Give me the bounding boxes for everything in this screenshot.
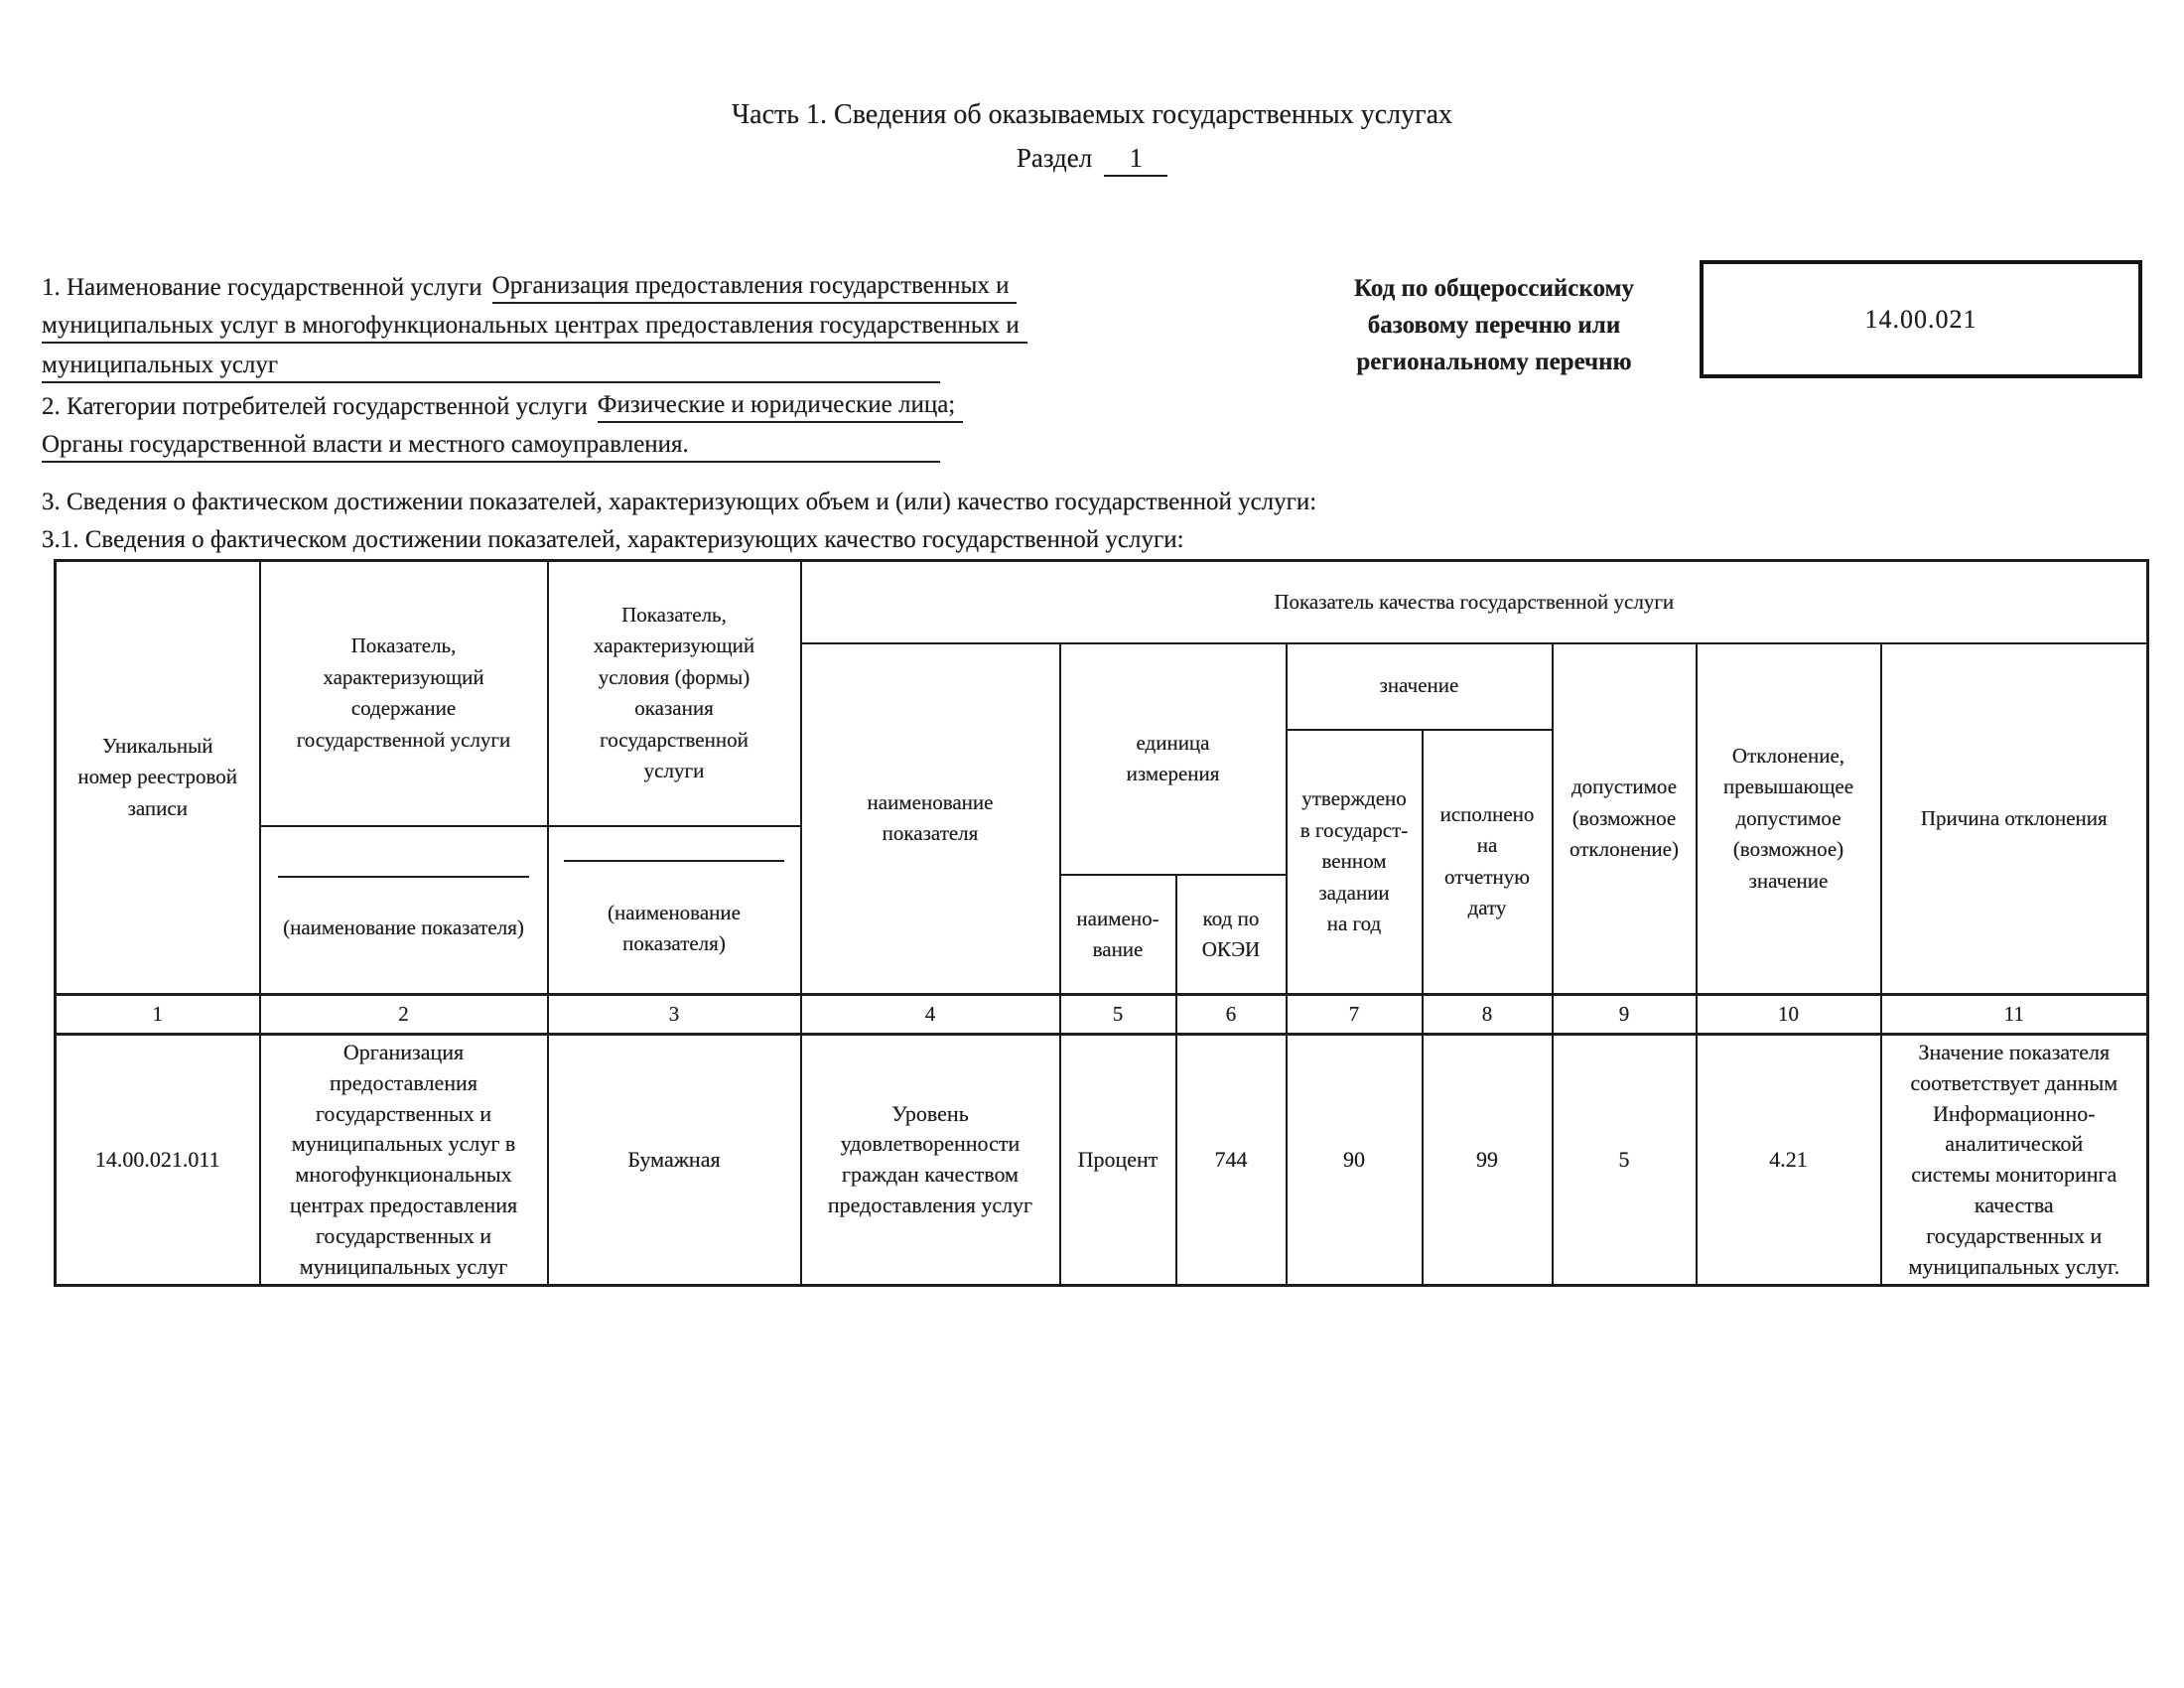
code-registry-label: Код по общероссийскому базовому перечню или региональному перечню: [1353, 275, 1635, 375]
header-unit-code: код по ОКЭИ: [1176, 875, 1287, 994]
underline-filler: [697, 453, 940, 463]
column-numbers-row: [56, 995, 2148, 1035]
header-unit-name: наимено- вание: [1060, 875, 1176, 994]
service-name-line-3: [42, 344, 940, 383]
section-3-1-text: 3.1. Сведения о фактическом достижении показателей, характеризующих качество государственной услуги:: [42, 526, 1184, 553]
cell-excess-deviation: 4.21: [1697, 1035, 1881, 1286]
consumers-label: 2. Категории потребителей государственной услуги: [42, 393, 588, 420]
cell-indicator-name: Уровень удовлетворенности граждан качеством предоставления услуг: [801, 1035, 1060, 1286]
service-name-value-1: Организация предоставления государственных и: [492, 272, 1018, 304]
quality-indicators-table: [54, 559, 2149, 1287]
header-indicator-name: наименование показателя: [801, 643, 1060, 995]
header-approved: утверждено в государст- венном задании на год: [1287, 730, 1423, 995]
consumers-line-2: [42, 423, 940, 463]
header-unit-group: единица измерения: [1060, 643, 1287, 876]
header-quality-banner: Показатель качества государственной услуги: [801, 561, 2148, 643]
header-content-indicator-sub: [260, 826, 548, 995]
cell-registry-number: 14.00.021.011: [56, 1035, 260, 1286]
header-form-indicator-sub: [548, 826, 801, 995]
code-box: [1700, 260, 2142, 378]
content-indicator-sub-label: (наименование показателя): [283, 915, 524, 940]
service-name-value-3: муниципальных услуг: [42, 352, 286, 383]
column-number: 1: [56, 995, 260, 1035]
cell-executed: 99: [1423, 1035, 1553, 1286]
column-number: 9: [1553, 995, 1697, 1035]
consumers-value-2: Органы государственной власти и местного самоуправления.: [42, 431, 697, 463]
service-name-line-2: [42, 304, 1020, 344]
section-number: 1: [1104, 143, 1167, 177]
column-number: 3: [548, 995, 801, 1035]
signature-line: [564, 860, 784, 862]
header-deviation-reason: Причина отклонения: [1881, 643, 2148, 995]
header-form-indicator: Показатель, характеризующий условия (формы) оказания государственной услуги: [548, 561, 801, 826]
header-registry-number: Уникальный номер реестровой записи: [56, 561, 260, 995]
column-number: 2: [260, 995, 548, 1035]
form-indicator-sub-label: (наименование показателя): [608, 900, 741, 955]
cell-unit-code: 744: [1176, 1035, 1287, 1286]
column-number: 11: [1881, 995, 2148, 1035]
cell-form-indicator: Бумажная: [548, 1035, 801, 1286]
header-executed: исполнено на отчетную дату: [1423, 730, 1553, 995]
column-number: 7: [1287, 995, 1423, 1035]
service-name-label: 1. Наименование государственной услуги: [42, 274, 482, 301]
cell-unit-name: Процент: [1060, 1035, 1176, 1286]
column-number: 4: [801, 995, 1060, 1035]
service-info-block: [42, 264, 1020, 463]
cell-content-indicator: Организация предоставления государственных и муниципальных услуг в многофункциональных центрах предоставления государственных и муниципальных услуг: [260, 1035, 548, 1286]
column-number: 5: [1060, 995, 1176, 1035]
table-row: [56, 1035, 2148, 1286]
header-excess-deviation: Отклонение, превышающее допустимое (возможное) значение: [1697, 643, 1881, 995]
cell-allowed-deviation: 5: [1553, 1035, 1697, 1286]
header-value-group: значение: [1287, 643, 1553, 730]
code-value: 14.00.021: [1864, 304, 1978, 334]
header-allowed-deviation: допустимое (возможное отклонение): [1553, 643, 1697, 995]
column-number: 6: [1176, 995, 1287, 1035]
signature-line: [278, 876, 530, 878]
section-3-text: 3. Сведения о фактическом достижении показателей, характеризующих объем и (или) качество государственной услуги:: [42, 489, 1317, 515]
column-number: 8: [1423, 995, 1553, 1035]
header-content-indicator: Показатель, характеризующий содержание государственной услуги: [260, 561, 548, 826]
service-name-line-1: [42, 264, 1010, 304]
column-number: 10: [1697, 995, 1881, 1035]
consumers-value-1: Физические и юридические лица;: [598, 391, 963, 423]
cell-deviation-reason: Значение показателя соответствует данным Информационно- аналитической системы мониторинга качества государственных и муниципальных услуг.: [1881, 1035, 2148, 1286]
service-name-value-2: муниципальных услуг в многофункциональных центрах предоставления государственных и: [42, 312, 1027, 344]
section-label: Раздел: [1016, 143, 1093, 173]
consumers-line-1: [42, 383, 956, 423]
page-title: Часть 1. Сведения об оказываемых государственных услугах: [731, 99, 1453, 130]
section-line: [0, 143, 2184, 177]
underline-filler: [286, 373, 940, 383]
cell-approved: 90: [1287, 1035, 1423, 1286]
